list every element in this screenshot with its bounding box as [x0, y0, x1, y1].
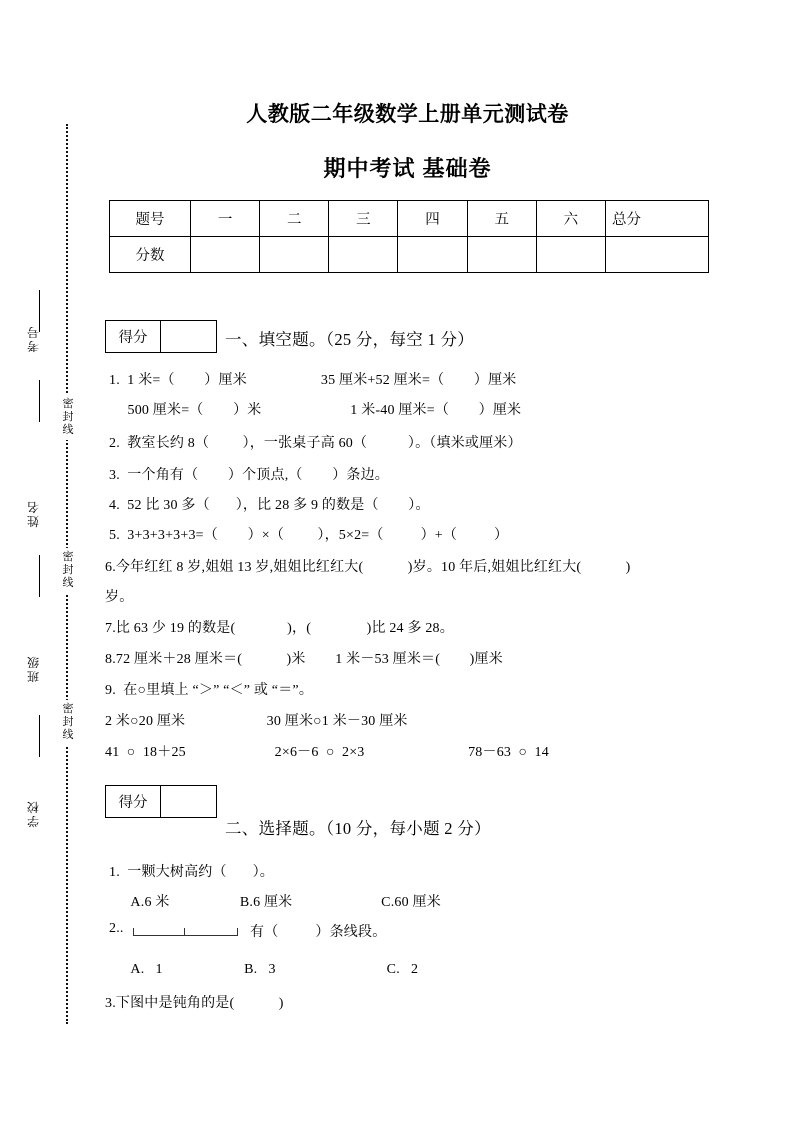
choice-question-2-text: 有（ ）条线段。: [250, 925, 387, 940]
score-box-section-1: [105, 320, 217, 353]
score-table-col-3: 三: [329, 201, 398, 237]
choice-question-3: 3.下图中是钝角的是( ): [105, 996, 284, 1011]
score-table-score-label: 分数: [110, 237, 191, 273]
line-segment-tick-right: [237, 928, 238, 936]
score-cell-4[interactable]: [398, 237, 467, 273]
seal-word-2: [60, 548, 76, 593]
margin-rule-4: [39, 715, 40, 757]
score-table-row-label: 题号: [110, 201, 191, 237]
score-cell-total[interactable]: [606, 237, 709, 273]
margin-label-school-text: 学校: [27, 800, 40, 828]
question-3: 3. 一个角有（ ）个顶点,（ ）条边。: [109, 468, 389, 483]
line-segment-tick-left: [133, 928, 134, 936]
score-box-input-2[interactable]: [161, 786, 216, 817]
table-row-scores: [110, 237, 709, 273]
section-heading-1: 一、填空题。（25 分，每空 1 分）: [225, 330, 475, 349]
margin-label-exam-number-text: 考号: [27, 325, 40, 353]
score-box-label-1: 得分: [106, 321, 161, 352]
table-row-question-numbers: [110, 201, 709, 237]
question-9: 9. 在○里填上 “＞” “＜” 或 “＝”。: [105, 683, 314, 698]
choice-question-1-options: A.6 米 B.6 厘米 C.60 厘米: [109, 895, 441, 910]
score-box-label-2: 得分: [106, 786, 161, 817]
score-table-total-label: 总分: [606, 201, 709, 237]
score-table-col-6: 六: [536, 201, 605, 237]
choice-question-2-options: A. 1 B. 3 C. 2: [109, 962, 419, 977]
line-segment-figure: [133, 926, 238, 938]
seal-char-3: 密封线: [62, 703, 74, 741]
choice-question-2-number: 2..: [109, 921, 124, 936]
score-cell-3[interactable]: [329, 237, 398, 273]
page-subtitle: 期中考试 基础卷: [323, 156, 492, 181]
margin-label-school: [24, 800, 42, 828]
score-box-section-2: [105, 785, 217, 818]
score-box-input-1[interactable]: [161, 321, 216, 352]
section-heading-2: 二、选择题。（10 分，每小题 2 分）: [225, 819, 491, 838]
question-7: 7.比 63 少 19 的数是( )，( )比 24 多 28。: [105, 621, 454, 636]
margin-label-student-name: [24, 500, 42, 528]
choice-question-1: 1. 一颗大树高约（ ）。: [109, 865, 274, 880]
page-title: 人教版二年级数学上册单元测试卷: [246, 103, 569, 126]
margin-label-class-text: 班级: [27, 655, 40, 683]
score-table-col-5: 五: [467, 201, 536, 237]
score-table: [109, 200, 709, 273]
margin-label-exam-number: [24, 325, 42, 353]
score-cell-1[interactable]: [191, 237, 260, 273]
seal-char-1: 密封线: [62, 398, 74, 436]
seal-word-1: [60, 395, 76, 440]
line-segment-base: [133, 935, 238, 936]
paper-content: [95, 0, 755, 1122]
margin-rule-2: [39, 380, 40, 422]
score-table-col-1: 一: [191, 201, 260, 237]
margin-label-class: [24, 655, 42, 683]
score-cell-2[interactable]: [260, 237, 329, 273]
score-table-col-4: 四: [398, 201, 467, 237]
question-8: 8.72 厘米＋28 厘米＝( )米 1 米－53 厘米＝( )厘米: [105, 652, 503, 667]
question-2: 2. 教室长约 8（ ），一张桌子高 60（ ）。（填米或厘米）: [109, 436, 522, 451]
seal-word-3: [60, 700, 76, 745]
score-cell-5[interactable]: [467, 237, 536, 273]
question-9-line-2: 41 ○ 18＋25 2×6－6 ○ 2×3 78－63 ○ 14: [105, 745, 549, 760]
score-table-col-2: 二: [260, 201, 329, 237]
margin-label-student-name-text: 姓名: [27, 500, 40, 528]
question-1-2: 500 厘米=（ ）米 1 米-40 厘米=（ ）厘米: [109, 403, 522, 418]
question-1-1: 1. 1 米=（ ）厘米 35 厘米+52 厘米=（ ）厘米: [109, 373, 517, 388]
question-6: 6.今年红红 8 岁,姐姐 13 岁,姐姐比红红大( )岁。10 年后,姐姐比红红大( ): [105, 560, 631, 575]
score-cell-6[interactable]: [536, 237, 605, 273]
question-9-line-1: 2 米○20 厘米 30 厘米○1 米－30 厘米: [105, 714, 408, 729]
margin-rule-3: [39, 555, 40, 597]
question-6-cont: 岁。: [105, 590, 134, 605]
question-5: 5. 3+3+3+3+3=（ ）×（ ），5×2=（ ）+（ ）: [109, 528, 509, 543]
line-segment-tick-middle: [184, 928, 185, 936]
seal-margin: [0, 0, 95, 1122]
question-4: 4. 52 比 30 多（ ），比 28 多 9 的数是（ ）。: [109, 498, 430, 513]
seal-char-2: 密封线: [62, 551, 74, 589]
